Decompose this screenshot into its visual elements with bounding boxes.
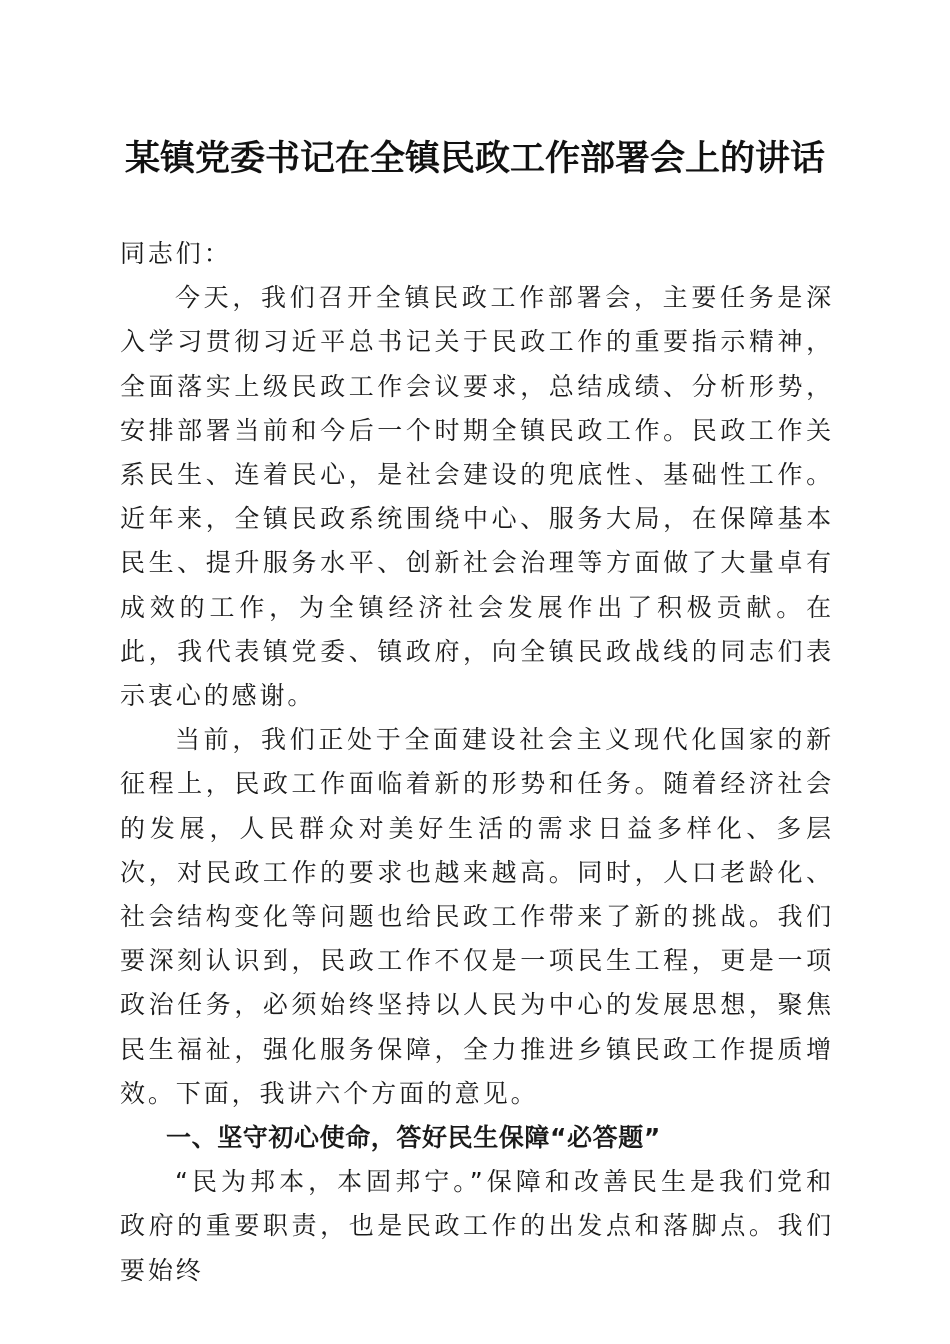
document-title: 某镇党委书记在全镇民政工作部署会上的讲话: [124, 138, 825, 179]
section-paragraph-1: “民为邦本，本固邦宁。”保障和改善民生是我们党和政府的重要职责，也是民政工作的出发点和落脚点。我们要始终: [120, 1167, 834, 1285]
salutation: 同志们：: [120, 239, 232, 268]
paragraph-situation: 当前，我们正处于全面建设社会主义现代化国家的新征程上，民政工作面临着新的形势和任务。随着经济社会的发展，人民群众对美好生活的需求日益多样化、多层次，对民政工作的要求也越来越高。同时，人口老龄化、社会结构变化等问题也给民政工作带来了新的挑战。我们要深刻认识到，民政工作不仅是一项民生工程，更是一项政治任务，必须始终坚持以人民为中心的发展思想，聚焦民生福祉，强化服务保障，全力推进乡镇民政工作提质增效。下面，我讲六个方面的意见。: [120, 725, 834, 1108]
section-heading-1: 一、坚守初心使命，答好民生保障“必答题”: [166, 1123, 661, 1153]
paragraph-intro: 今天，我们召开全镇民政工作部署会，主要任务是深入学习贯彻习近平总书记关于民政工作的重要指示精神，全面落实上级民政工作会议要求，总结成绩、分析形势，安排部署当前和今后一个时期全镇民政工作。民政工作关系民生、连着民心，是社会建设的兜底性、基础性工作。近年来，全镇民政系统围绕中心、服务大局，在保障基本民生、提升服务水平、创新社会治理等方面做了大量卓有成效的工作，为全镇经济社会发展作出了积极贡献。在此，我代表镇党委、镇政府，向全镇民政战线的同志们表示衷心的感谢。: [120, 283, 834, 711]
document-body: [120, 232, 834, 1293]
